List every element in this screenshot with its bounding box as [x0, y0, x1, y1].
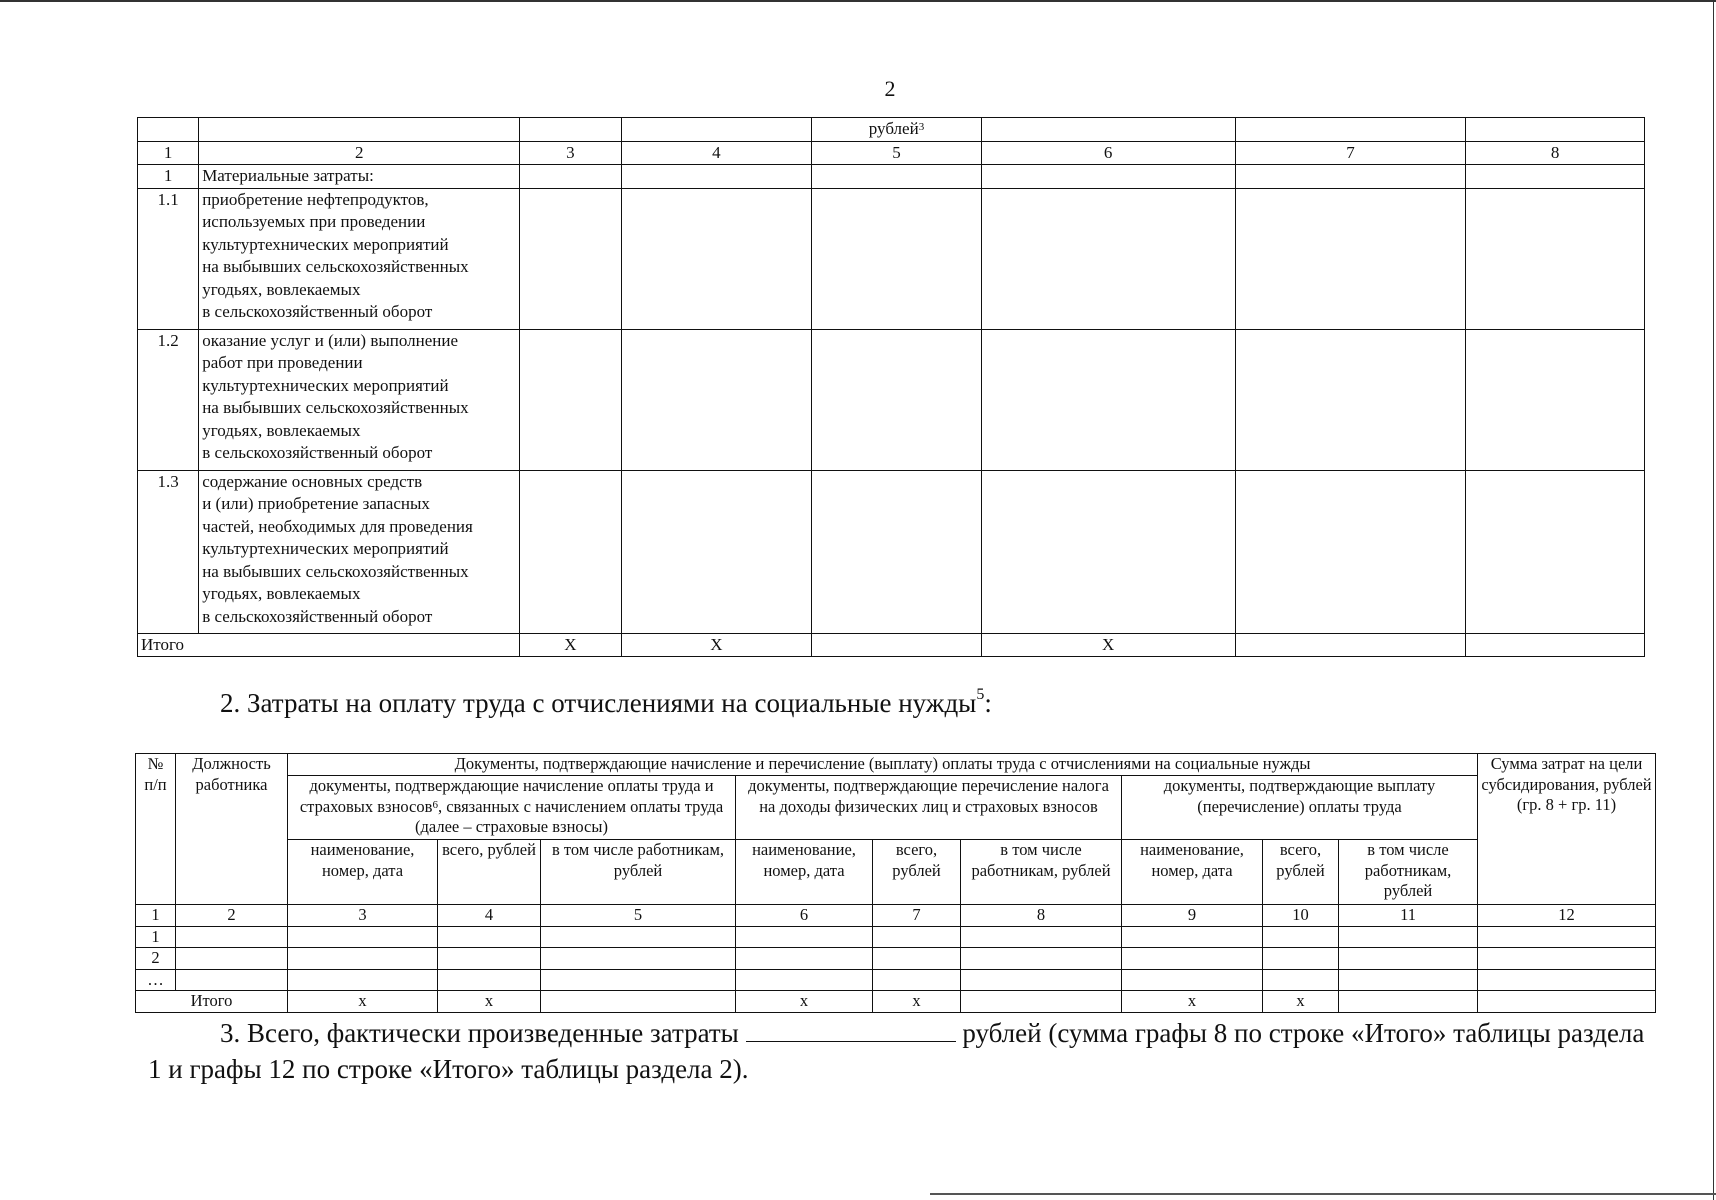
section3-paragraph: 3. Всего, фактически произведенные затраты рублей (сумма графы 8 по строке «Итого» таблицы раздела 1 и графы 12 по строке «Итого» таблицы раздела 2). — [148, 1015, 1648, 1087]
section2-heading: 2. Затраты на оплату труда с отчислениями на социальные нужды$^5$: — [220, 686, 992, 718]
table2-total-row: Итого x x x x x x — [136, 991, 1656, 1013]
table2-header-row-3: наименование, номер, дата всего, рублей в том числе работникам, рублей наименование, номер, дата всего, рублей в том числе работникам, рублей наименование, номер, дата всего, рублей в том числе работникам, рублей — [136, 840, 1656, 905]
header-fragment-cell: рублей$^3$ — [812, 118, 982, 142]
table-row: 1 — [136, 926, 1656, 948]
table2-column-numbers: 1 2 3 4 5 6 7 8 9 10 11 12 — [136, 905, 1656, 927]
row-description: приобретение нефтепродуктов, используемых при проведении культуртехнических мероприятий на выбывших сельскохозяйственных угодьях, вовлекаемых в сельскохозяйственный оборот — [199, 188, 520, 329]
table2-header-row-2: документы, подтверждающие начисление оплаты труда и страховых взносов$^6$, связанных с начислением оплаты труда (далее – страховые взносы) документы, подтверждающие перечисление налога на доходы физических лиц и страховых взносов документы, подтверждающие выплату (перечисление) оплаты труда — [136, 776, 1656, 840]
table-row: 1 Материальные затраты: — [138, 165, 1645, 189]
fill-in-blank — [746, 1015, 956, 1042]
scan-edge-top — [0, 0, 1716, 2]
page-number: 2 — [884, 76, 896, 101]
table-row: 1.2 оказание услуг и (или) выполнение работ при проведении культуртехнических мероприятий на выбывших сельскохозяйственных угодьях, вовлекаемых в сельскохозяйственный оборот — [138, 329, 1645, 470]
table-row: 1.3 содержание основных средств и (или) приобретение запасных частей, необходимых для проведения культуртехнических мероприятий на выбывших сельскохозяйственных угодьях, вовлекаемых в сельскохозяйственный оборот — [138, 470, 1645, 633]
labor-costs-table — [135, 753, 1656, 1013]
row-description: содержание основных средств и (или) приобретение запасных частей, необходимых для проведения культуртехнических мероприятий на выбывших сельскохозяйственных угодьях, вовлекаемых в сельскохозяйственный оборот — [199, 470, 520, 633]
row-description: оказание услуг и (или) выполнение работ при проведении культуртехнических мероприятий на выбывших сельскохозяйственных угодьях, вовлекаемых в сельскохозяйственный оборот — [199, 329, 520, 470]
table-row: 1.1 приобретение нефтепродуктов, используемых при проведении культуртехнических мероприятий на выбывших сельскохозяйственных угодьях, вовлекаемых в сельскохозяйственный оборот — [138, 188, 1645, 329]
scan-edge-right — [1713, 0, 1714, 1200]
table1-column-numbers: 1 2 3 4 5 6 7 8 — [138, 141, 1645, 165]
material-costs-table — [137, 117, 1645, 657]
table-row: … — [136, 969, 1656, 991]
table1-header-fragment-row — [138, 118, 1645, 142]
table2-header-row-1: № п/п Должность работника Документы, подтверждающие начисление и перечисление (выплату) оплаты труда с отчислениями на социальные нужды Сумма затрат на цели субсидирования, рублей (гр. 8 + гр. 11) — [136, 754, 1656, 776]
table-row: 2 — [136, 948, 1656, 970]
table1-total-row: Итого X X X — [138, 633, 1645, 657]
scan-edge-bottom — [930, 1193, 1716, 1195]
